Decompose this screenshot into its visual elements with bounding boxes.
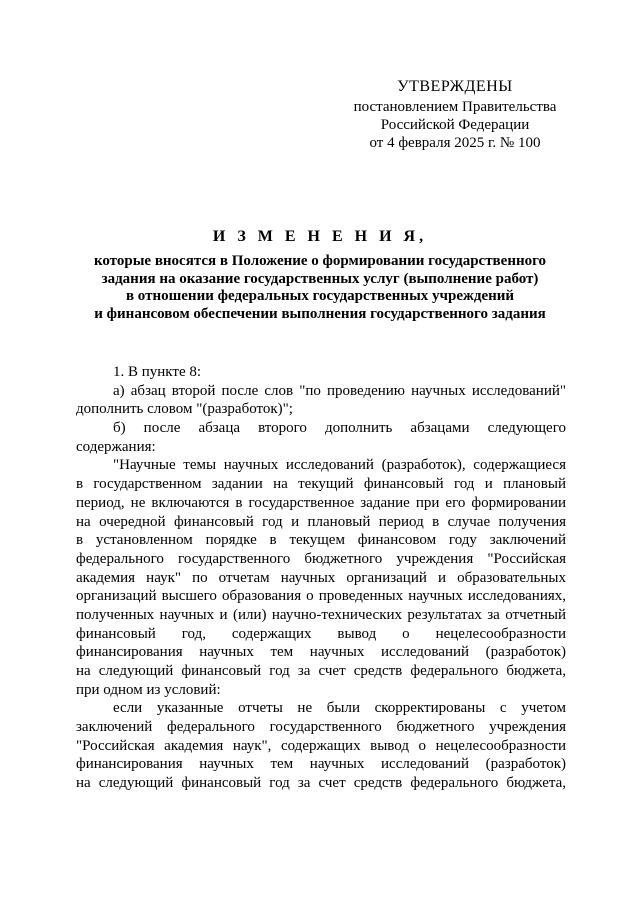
body-line: академия наук" по отчетам научных организаций и образовательных: [76, 569, 566, 586]
subtitle-line: задания на оказание государственных услуг (выполнение работ): [101, 270, 539, 287]
body-line: в установленном порядке в текущем финансовом году заключений: [76, 532, 566, 549]
document-title: И З М Е Н Е Н И Я,: [212, 228, 428, 245]
body-line: содержания:: [76, 438, 156, 455]
approval-line-3: от 4 февраля 2025 г. № 100: [369, 135, 541, 151]
subtitle-line: которые вносятся в Положение о формировании государственного: [93, 253, 547, 269]
approval-heading: УТВЕРЖДЕНЫ: [397, 78, 513, 95]
body-line: заключений федерального государственного бюджетного учреждения: [76, 719, 566, 736]
body-line: если указанные отчеты не были скорректированы с учетом: [113, 700, 566, 717]
body-line: финансирования научных тем научных исследований (разработок): [76, 756, 566, 773]
body-line: период, не включаются в государственное задание при его формировании: [76, 494, 566, 511]
body-line: при одном из условий:: [76, 681, 221, 698]
approval-line-1: постановлением Правительства: [353, 99, 557, 115]
body-line: б) после абзаца второго дополнить абзацами следующего: [113, 420, 566, 437]
subtitle-line: в отношении федеральных государственных учреждений: [125, 288, 515, 304]
body-line: финансовый год, содержащих вывод о нецелесообразности: [76, 625, 566, 642]
body-line: "Научные темы научных исследований (разработок), содержащиеся: [113, 457, 566, 474]
body-line: на следующий финансовый год за счет средств федерального бюджета,: [76, 663, 566, 679]
document-subtitle: [60, 253, 580, 323]
body-line: а) абзац второй после слов "по проведению научных исследований": [113, 382, 566, 399]
document-body: [76, 363, 566, 793]
body-line: полученных научных и (или) научно-технических результатах за отчетный: [76, 606, 566, 623]
body-line: на очередной финансовый год и плановый период в случае получения: [76, 513, 566, 530]
approval-block: [345, 78, 565, 152]
body-line: в государственном задании на текущий финансовый год и плановый: [76, 476, 566, 493]
body-line: 1. В пункте 8:: [113, 364, 202, 380]
body-line: "Российская академия наук", содержащих вывод о нецелесообразности: [76, 737, 566, 754]
body-line: дополнить словом "(разработок)";: [76, 401, 293, 418]
subtitle-line: и финансовом обеспечении выполнения государственного задания: [94, 305, 546, 322]
body-line: финансирования научных тем научных исследований (разработок): [76, 644, 566, 661]
body-line: на следующий финансовый год за счет средств федерального бюджета,: [76, 775, 566, 792]
approval-line-2: Российской Федерации: [380, 117, 530, 133]
body-line: федерального государственного бюджетного учреждения "Российская: [76, 550, 566, 567]
body-line: организаций высшего образования о проведенных научных исследованиях,: [76, 588, 566, 605]
